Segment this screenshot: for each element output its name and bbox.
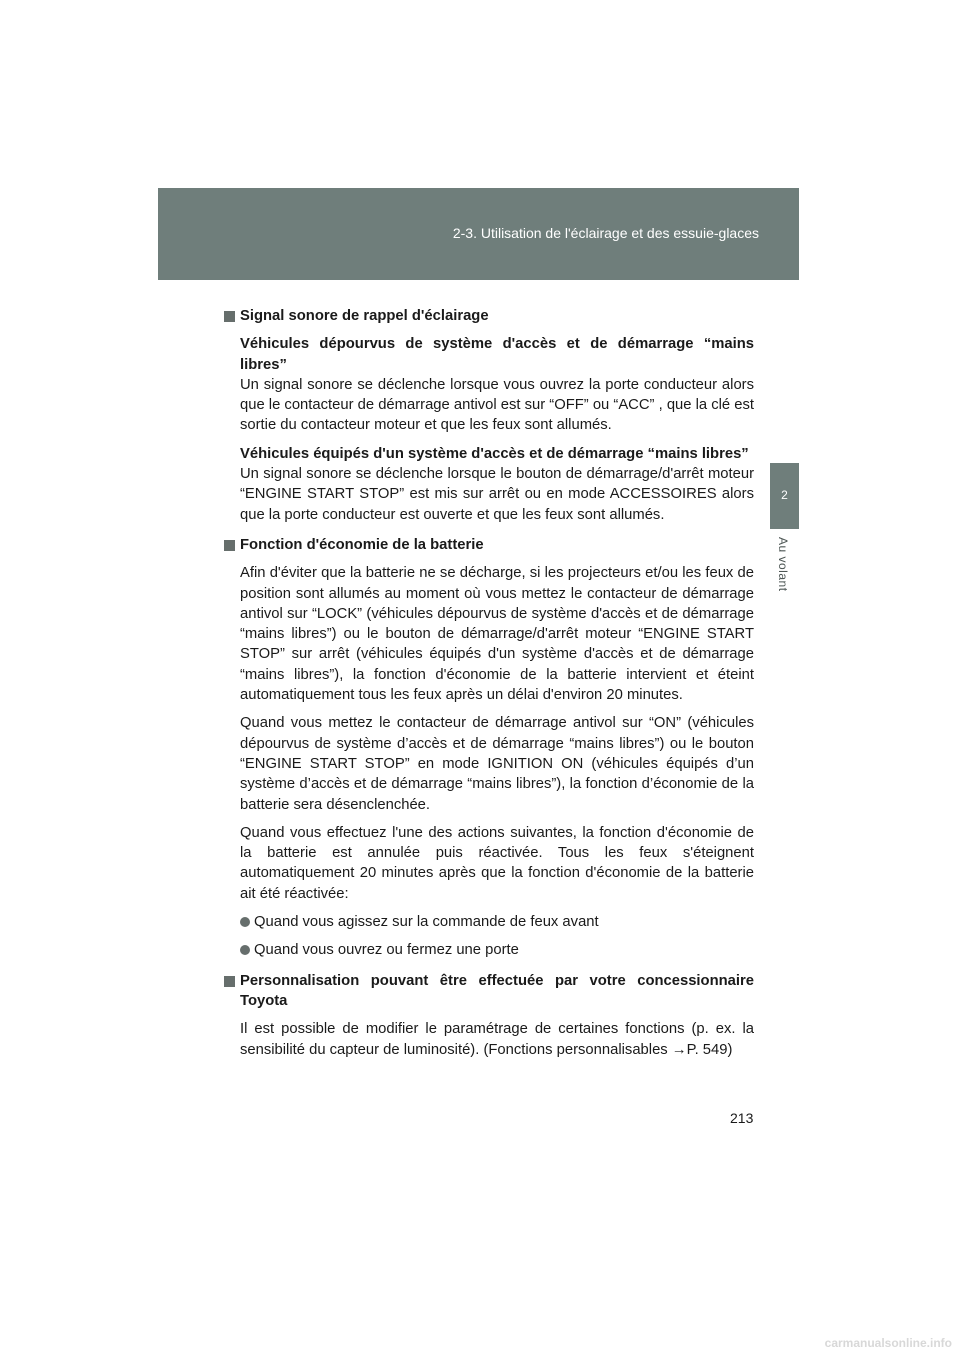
- paragraph: [224, 444, 754, 525]
- paragraph: Il est possible de modifier le paramétrage de certaines fonctions (p. ex. la sensibilité du capteur de luminosité). (Fonctions personnalisables →P. 549): [240, 1021, 754, 1058]
- chapter-number: 2: [781, 488, 788, 502]
- square-bullet-icon: [224, 976, 235, 987]
- sub-heading: Véhicules équipés d'un système d'accès et de démarrage “mains libres”: [240, 445, 749, 462]
- paragraph: Quand vous mettez le contacteur de démarrage antivol sur “ON” (véhicules dépourvus de système d’accès et de démarrage “mains libres”) ou le bouton “ENGINE START STOP” en mode IGNITION ON (véhicules équipés d’un système d’accès et de démarrage “mains libres”), la fonction d’économie de la batterie sera désenclenchée.: [240, 715, 754, 813]
- section-heading: Fonction d'économie de la batterie: [224, 535, 754, 555]
- paragraph-text: Un signal sonore se déclenche lorsque vous ouvrez la porte conducteur alors que le contacteur de démarrage antivol est sur “OFF” ou “ACC” , que la clé est sortie du contacteur moteur et que les feux sont allumés.: [240, 376, 755, 434]
- page-content: [224, 306, 754, 1070]
- circle-bullet-icon: [240, 917, 250, 927]
- square-bullet-icon: [224, 540, 235, 551]
- section-light-reminder: [224, 306, 754, 525]
- paragraph: [224, 334, 754, 435]
- paragraph: Quand vous effectuez l'une des actions suivantes, la fonction d'économie de la batterie est annulée puis réactivée. Tous les feux s'éteignent automatiquement 20 minutes après que la fonction d'économie de la batterie ait été réactivée:: [240, 824, 754, 902]
- watermark: carmanualsonline.info: [824, 1336, 952, 1350]
- section-heading: Personnalisation pouvant être effectuée par votre concessionnaire Toyota: [224, 971, 754, 1012]
- page-number: 213: [730, 1110, 754, 1126]
- header-band: [158, 188, 799, 280]
- circle-bullet-icon: [240, 945, 250, 955]
- section-customization: [224, 971, 754, 1060]
- paragraph-text: Un signal sonore se déclenche lorsque le bouton de démarrage/d'arrêt moteur “ENGINE START STOP” est mis sur arrêt ou en mode ACCESSOIRES alors que la porte conducteur est ouverte et que les feux sont allumés.: [240, 466, 754, 523]
- sub-heading: Véhicules dépourvus de système d'accès et de démarrage “mains libres”: [240, 336, 754, 373]
- list-item: Quand vous agissez sur la commande de feux avant: [224, 912, 754, 932]
- section-battery-saver: [224, 535, 754, 961]
- chapter-label: Au volant: [776, 537, 790, 592]
- list-item: Quand vous ouvrez ou fermez une porte: [224, 940, 754, 960]
- section-title: 2-3. Utilisation de l'éclairage et des essuie-glaces: [452, 225, 759, 241]
- section-heading: Signal sonore de rappel d'éclairage: [224, 306, 754, 326]
- paragraph: Afin d'éviter que la batterie ne se décharge, si les projecteurs et/ou les feux de position sont allumés au moment où vous mettez le contacteur de démarrage antivol sur “LOCK” (véhicules dépourvus de système d'accès et de démarrage “mains libres”) ou le bouton de démarrage/d'arrêt moteur “ENGINE START STOP” sur arrêt (véhicules équipés d'un système d'accès et de démarrage “mains libres”), la fonction d'économie de la batterie intervient et éteint automatiquement tous les feux après un délai d'environ 20 minutes.: [240, 565, 754, 704]
- square-bullet-icon: [224, 311, 235, 322]
- chapter-tab: [770, 463, 799, 529]
